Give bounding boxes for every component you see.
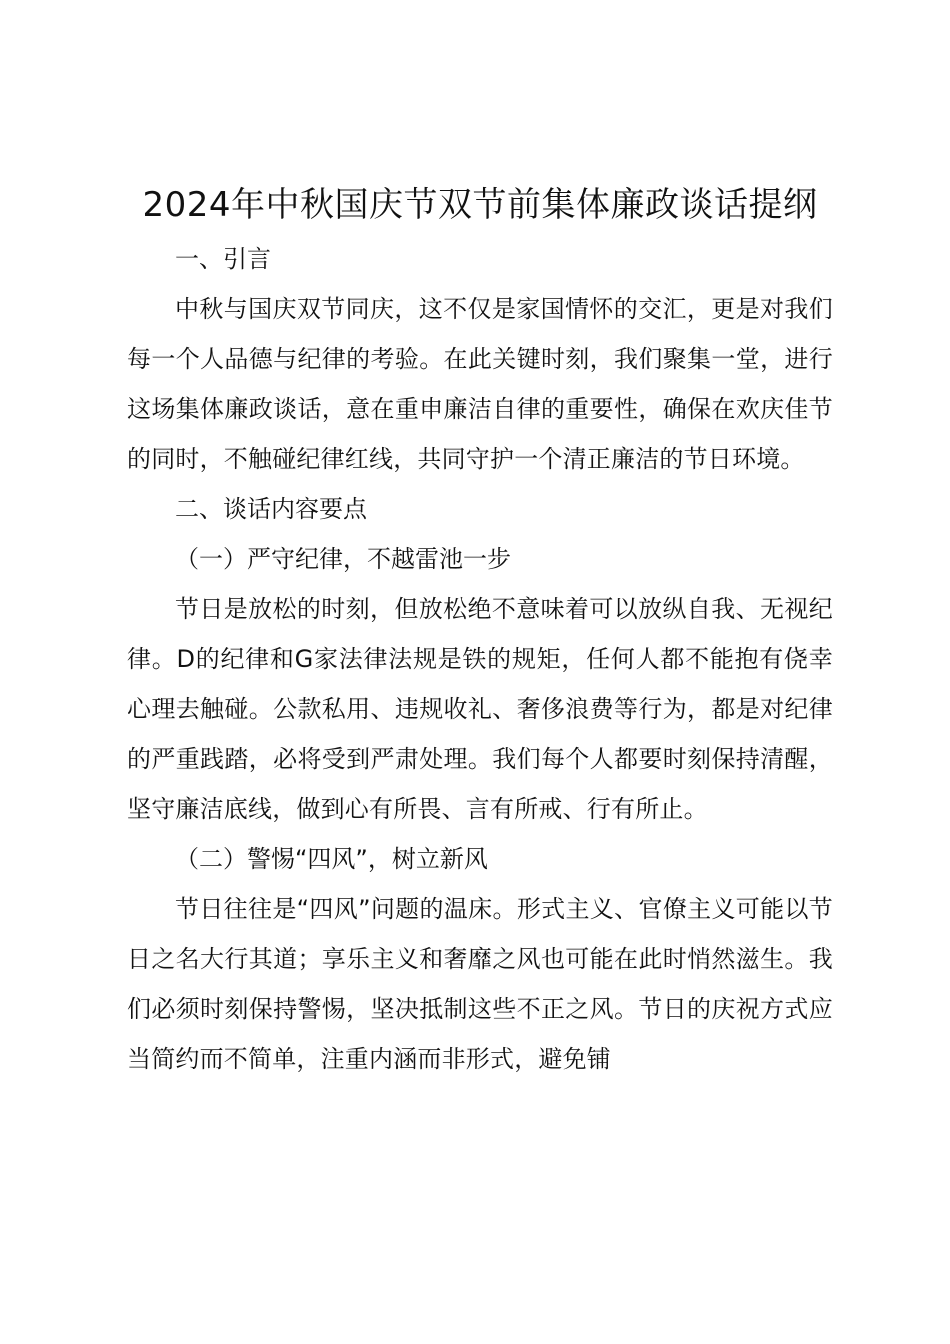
paragraph-four-winds: 节日往往是“四风”问题的温床。形式主义、官僚主义可能以节日之名大行其道；享乐主义和奢靡之风也可能在此时悄然滋生。我们必须时刻保持警惕，坚决抵制这些不正之风。节日的庆祝方式应当简约而不简单，注重内涵而非形式，避免铺 xyxy=(127,895,833,1073)
document-body xyxy=(127,180,833,1084)
paragraph-intro: 中秋与国庆双节同庆，这不仅是家国情怀的交汇，更是对我们每一个人品德与纪律的考验。在此关键时刻，我们聚集一堂，进行这场集体廉政谈话，意在重申廉洁自律的重要性，确保在欢庆佳节的同时，不触碰纪律红线，共同守护一个清正廉洁的节日环境。 xyxy=(127,295,833,473)
document-title: 2024年中秋国庆节双节前集体廉政谈话提纲 xyxy=(142,185,818,225)
subsection-heading-1: （一）严守纪律，不越雷池一步 xyxy=(175,545,511,573)
section-heading-intro: 一、引言 xyxy=(175,245,271,273)
paragraph-discipline: 节日是放松的时刻，但放松绝不意味着可以放纵自我、无视纪律。D的纪律和G家法律法规是铁的规矩，任何人都不能抱有侥幸心理去触碰。公款私用、违规收礼、奢侈浪费等行为，都是对纪律的严重践踏，必将受到严肃处理。我们每个人都要时刻保持清醒，坚守廉洁底线，做到心有所畏、言有所戒、行有所止。 xyxy=(127,595,833,823)
subsection-heading-2: （二）警惕“四风”，树立新风 xyxy=(175,845,488,873)
section-heading-points: 二、谈话内容要点 xyxy=(175,495,367,523)
